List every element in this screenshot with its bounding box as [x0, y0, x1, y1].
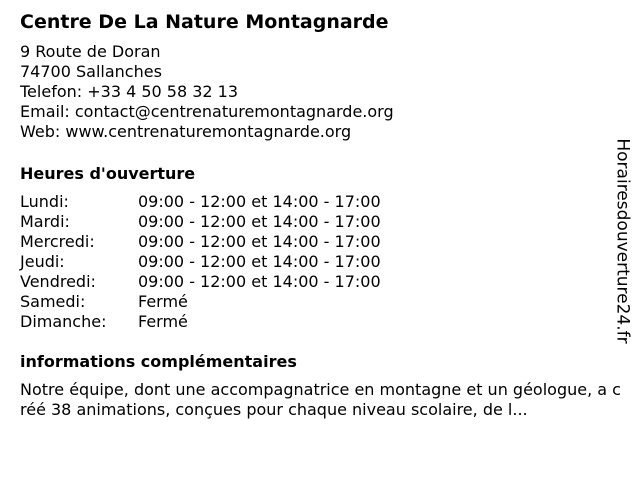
hours-day: Vendredi:: [20, 272, 96, 291]
hours-time: Fermé: [138, 312, 188, 331]
hours-time: 09:00 - 12:00 et 14:00 - 17:00: [138, 232, 381, 251]
web-line: Web: www.centrenaturemontagnarde.org: [20, 122, 352, 141]
hours-row-lundi: [20, 192, 620, 212]
hours-heading: Heures d'ouverture: [20, 164, 196, 183]
hours-day: Mercredi:: [20, 232, 95, 251]
hours-row-dimanche: [20, 312, 620, 332]
hours-row-mercredi: [20, 232, 620, 252]
phone-line: Telefon: +33 4 50 58 32 13: [20, 82, 239, 101]
hours-day: Samedi:: [20, 292, 86, 311]
info-text: Notre équipe, dont une accompagnatrice en montagne et un géologue, a créé 38 animations, conçues pour chaque niveau scolaire, de l...: [20, 380, 621, 419]
hours-day: Lundi:: [20, 192, 69, 211]
hours-time: 09:00 - 12:00 et 14:00 - 17:00: [138, 212, 381, 231]
hours-row-jeudi: [20, 252, 620, 272]
hours-time: 09:00 - 12:00 et 14:00 - 17:00: [138, 192, 381, 211]
email-line: Email: contact@centrenaturemontagnarde.org: [20, 102, 394, 121]
place-details: [20, 10, 620, 420]
site-brand-watermark: [600, 136, 640, 346]
hours-time: 09:00 - 12:00 et 14:00 - 17:00: [138, 272, 381, 291]
address-city: 74700 Sallanches: [20, 62, 162, 81]
site-brand-text: Horairesdouverture24.fr: [613, 138, 633, 344]
hours-row-vendredi: [20, 272, 620, 292]
hours-time: Fermé: [138, 292, 188, 311]
hours-day: Jeudi:: [20, 252, 65, 271]
address-block: [20, 42, 620, 142]
info-heading: informations complémentaires: [20, 352, 297, 371]
hours-row-samedi: [20, 292, 620, 312]
hours-table: [20, 192, 620, 332]
address-street: 9 Route de Doran: [20, 42, 161, 61]
hours-time: 09:00 - 12:00 et 14:00 - 17:00: [138, 252, 381, 271]
hours-day: Mardi:: [20, 212, 70, 231]
hours-day: Dimanche:: [20, 312, 107, 331]
place-title: Centre De La Nature Montagnarde: [20, 11, 389, 33]
hours-row-mardi: [20, 212, 620, 232]
